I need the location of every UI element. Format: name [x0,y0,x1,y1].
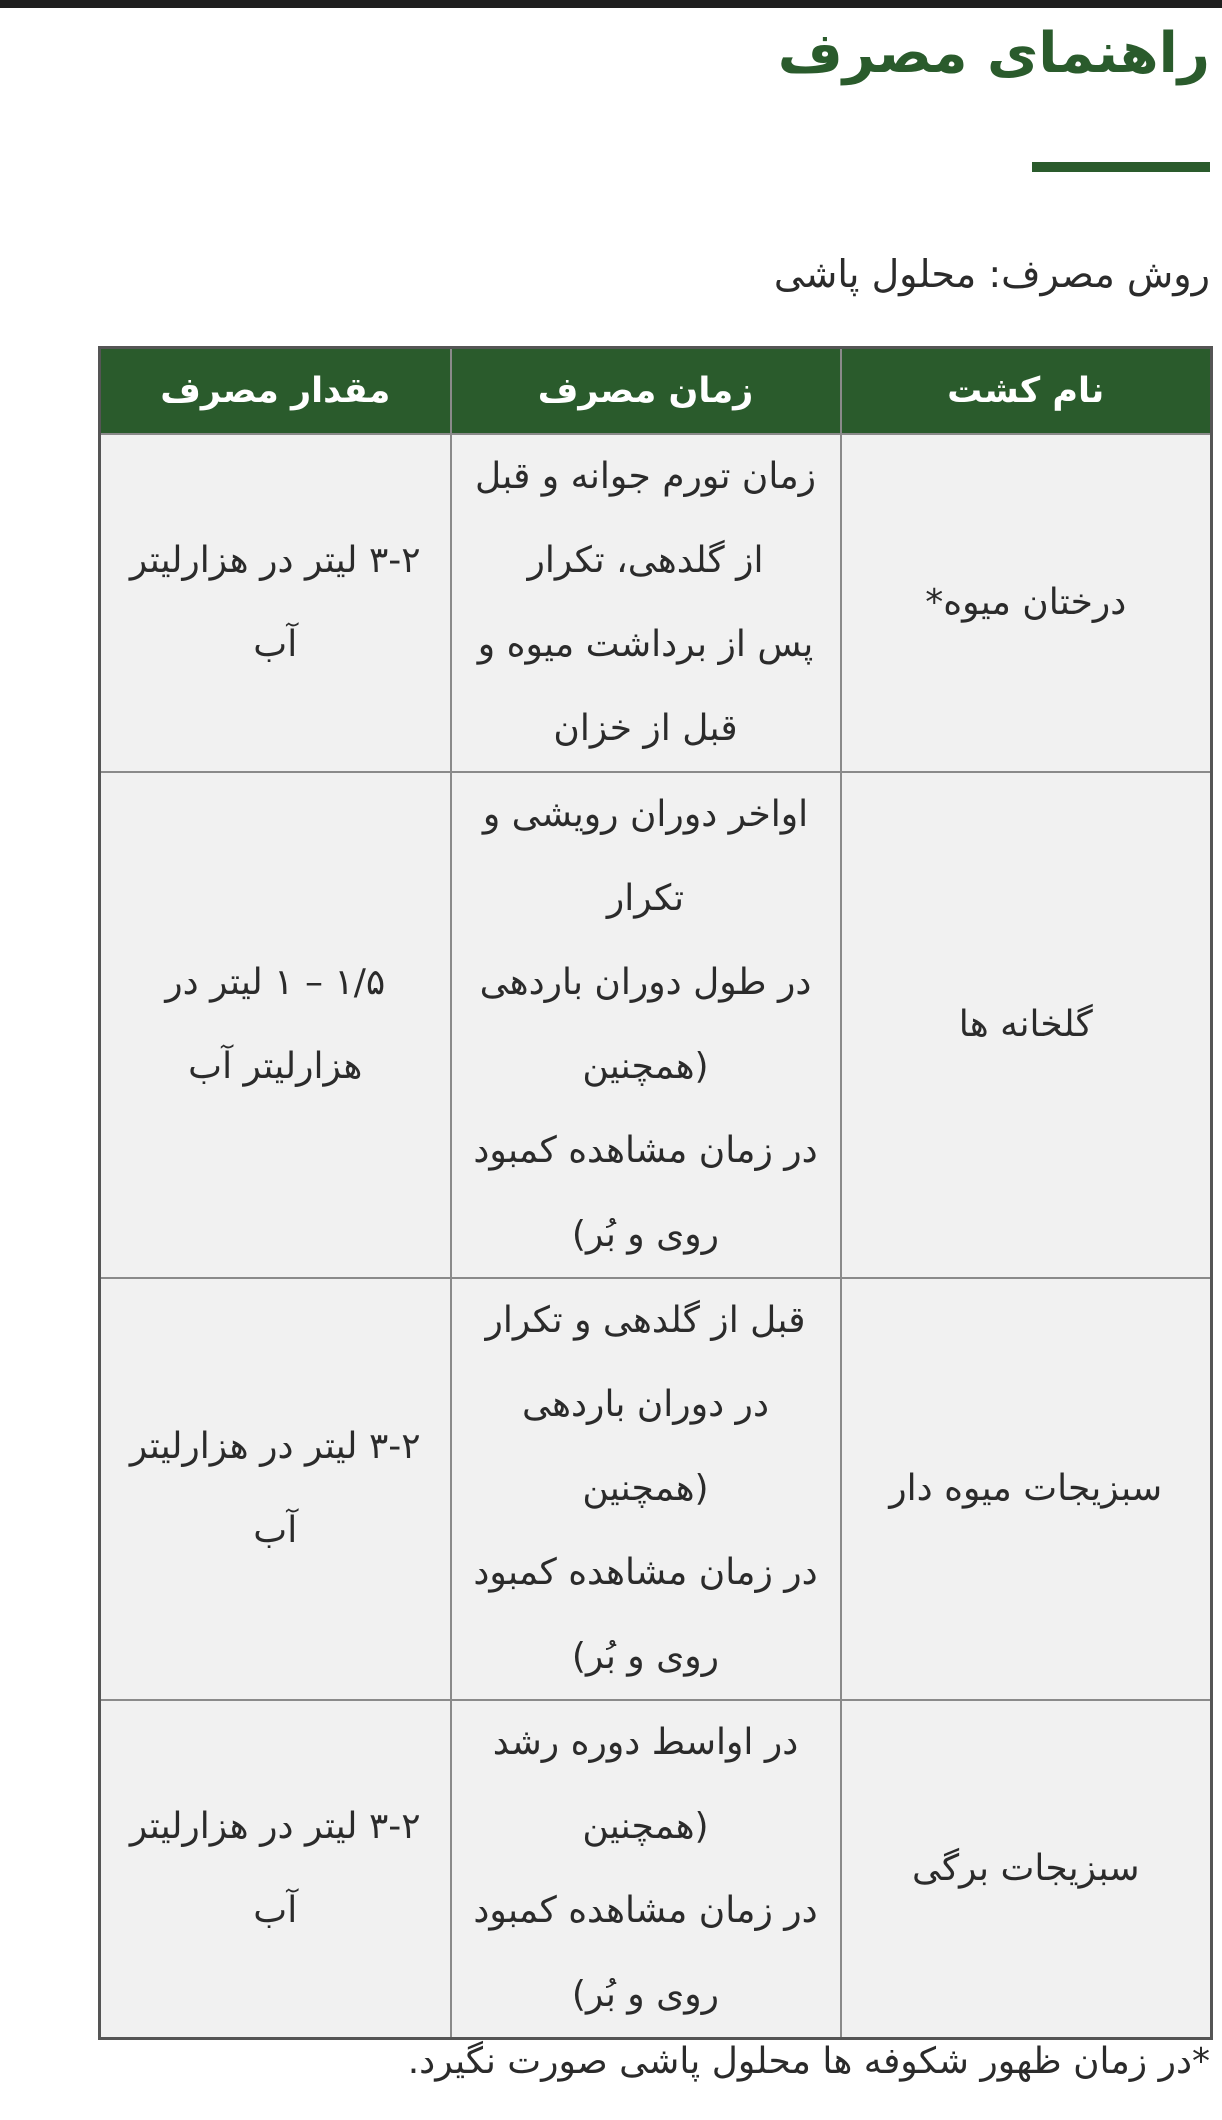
crop-name-cell [841,1278,1212,1700]
table-row [100,1700,1212,2039]
application-time-line: روی و بُر) [571,1974,720,2015]
crop-name-cell [841,1700,1212,2039]
crop-name-cell [841,434,1212,772]
crop-name-cell [841,772,1212,1278]
dosage-cell [100,1700,451,2039]
title-underline [1032,162,1210,172]
dosage-cell [100,772,451,1278]
application-time-line: در زمان مشاهده کمبود [473,1130,818,1171]
dosage-line: ۳-۲ لیتر در هزارلیتر [129,1806,421,1847]
application-time-line: پس از برداشت میوه و [477,624,814,665]
table-row [100,772,1212,1278]
dosage-line: ۱/۵ – ۱ لیتر در [165,962,386,1003]
dosage-cell [100,1278,451,1700]
dosage-line: ۳-۲ لیتر در هزارلیتر [129,540,421,581]
dosage-line: آب [253,624,298,665]
application-time-line: روی و بُر) [571,1214,720,1255]
application-time-line: قبل از خزان [553,708,738,749]
table-header-row [100,348,1212,435]
application-time-line: در زمان مشاهده کمبود [473,1890,818,1931]
application-time-line: در دوران باردهی [522,1384,769,1425]
crop-name: گلخانه ها [958,1004,1093,1045]
dosage-line: هزارلیتر آب [188,1046,363,1087]
header-dosage: مقدار مصرف [100,348,451,435]
top-bar [0,0,1222,8]
application-time-line: (همچنین [582,1806,709,1847]
table-row [100,1278,1212,1700]
dosage-line: آب [253,1510,298,1551]
dosage-line: ۳-۲ لیتر در هزارلیتر [129,1426,421,1467]
dosage-cell [100,434,451,772]
application-time-cell [451,1278,841,1700]
application-time-line: اواخر دوران رویشی و [482,794,809,835]
application-time-cell [451,434,841,772]
application-time-line: روی و بُر) [571,1636,720,1677]
crop-name: درختان میوه* [925,582,1127,623]
application-time-line: در طول دوران باردهی [479,962,812,1003]
table-row [100,434,1212,772]
application-time-line: تکرار [606,878,685,919]
application-time-line: زمان تورم جوانه و قبل [474,456,817,497]
application-time-line: قبل از گلدهی و تکرار [485,1300,806,1341]
crop-name: سبزیجات برگی [912,1848,1140,1889]
crop-name: سبزیجات میوه دار [889,1468,1163,1509]
application-time-line: در زمان مشاهده کمبود [473,1552,818,1593]
application-time-line: (همچنین [582,1046,709,1087]
footnote: *در زمان ظهور شکوفه ها محلول پاشی صورت نگیرد. [407,2041,1210,2082]
application-time-cell [451,1700,841,2039]
header-application-time: زمان مصرف [451,348,841,435]
dosage-line: آب [253,1890,298,1931]
header-crop-name: نام کشت [841,348,1212,435]
table-body [100,434,1212,2039]
application-time-line: در اواسط دوره رشد [492,1722,799,1763]
application-time-cell [451,772,841,1278]
page-title: راهنمای مصرف [777,21,1210,86]
application-method: روش مصرف: محلول پاشی [773,252,1210,296]
application-time-line: (همچنین [582,1468,709,1509]
dosage-table [98,346,1213,2040]
application-time-line: از گلدهی، تکرار [527,540,764,581]
